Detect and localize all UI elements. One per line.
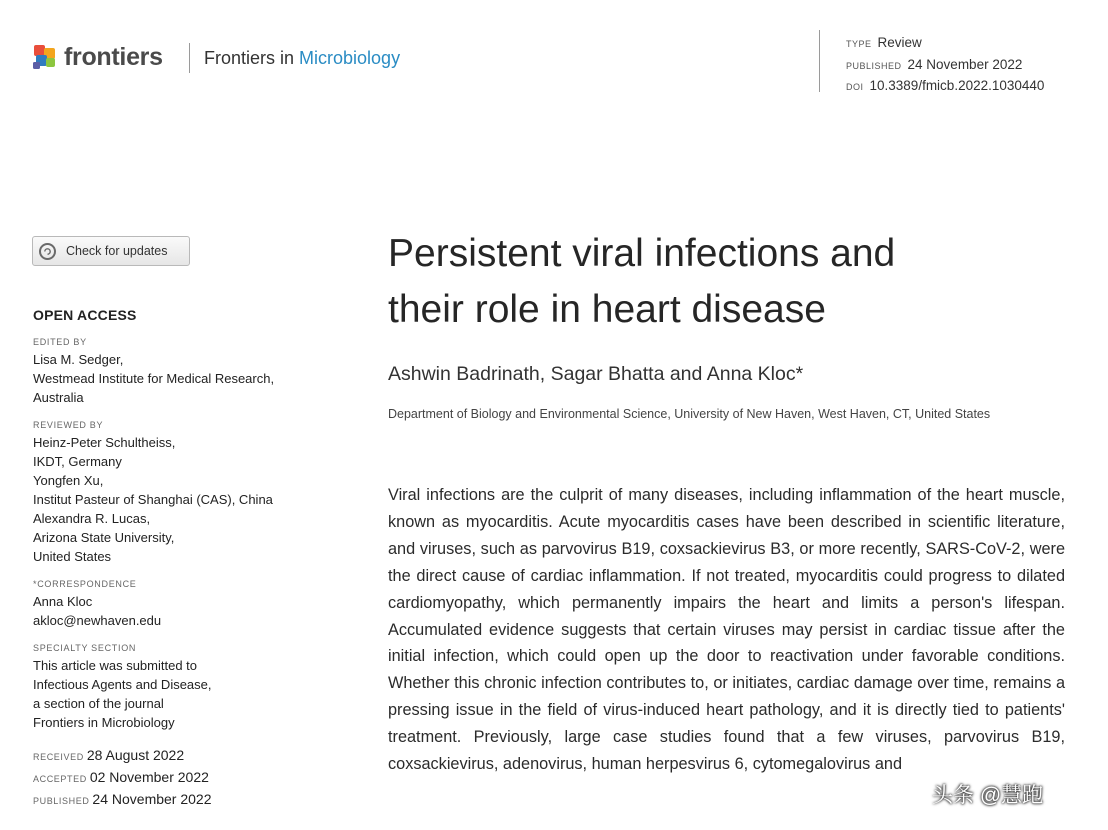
reviewed-by-section — [33, 420, 323, 566]
open-access-label: OPEN ACCESS — [33, 307, 137, 323]
accepted-value: 02 November 2022 — [89, 769, 209, 785]
title-line: their role in heart disease — [388, 288, 826, 331]
meta-doi-label: DOI — [846, 82, 864, 92]
meta-type-label: TYPE — [846, 39, 872, 49]
reviewer-line: IKDT, Germany — [33, 454, 122, 469]
reviewer-line: Arizona State University, — [33, 530, 175, 545]
specialty-section-label: SPECIALTY SECTION — [33, 643, 137, 653]
frontiers-logo[interactable] — [32, 40, 163, 74]
specialty-line: Frontiers in Microbiology — [33, 715, 175, 730]
published-value: 24 November 2022 — [92, 791, 212, 807]
watermark: 头条 @慧跑 — [932, 784, 1044, 807]
corresponding-author: Anna Kloc — [33, 594, 93, 609]
author-affiliation: Department of Biology and Environmental Science, University of New Haven, West Haven, CT, United States — [388, 407, 991, 421]
reviewer-line: United States — [33, 549, 112, 564]
reviewer-line: Heinz-Peter Schultheiss, — [33, 435, 176, 450]
correspondence-email-link[interactable]: akloc@newhaven.edu — [33, 613, 162, 628]
doi-link[interactable]: 10.3389/fmicb.2022.1030440 — [869, 78, 1045, 93]
meta-published-value: 24 November 2022 — [907, 56, 1023, 72]
meta-published-label: PUBLISHED — [846, 60, 902, 71]
article-authors: Ashwin Badrinath, Sagar Bhatta and Anna Kloc* — [388, 363, 804, 385]
check-for-updates-button[interactable] — [32, 236, 190, 266]
specialty-line: This article was submitted to — [33, 658, 198, 673]
journal-field: Microbiology — [299, 48, 401, 68]
reviewed-by-label: REVIEWED BY — [33, 420, 104, 430]
edited-by-label: EDITED BY — [33, 337, 87, 347]
article-meta — [846, 33, 1044, 98]
edited-by-section — [33, 337, 323, 407]
frontiers-logo-icon — [32, 42, 58, 72]
header-divider — [189, 43, 190, 73]
check-for-updates-label: Check for updates — [66, 244, 168, 258]
meta-divider — [819, 30, 820, 92]
received-value: 28 August 2022 — [86, 747, 185, 763]
article-sidebar — [33, 307, 323, 811]
title-line: Persistent viral infections and — [388, 232, 896, 275]
specialty-line: Infectious Agents and Disease, — [33, 677, 212, 692]
meta-doi — [846, 76, 1044, 98]
meta-published — [846, 55, 1044, 77]
specialty-line: a section of the journal — [33, 696, 164, 711]
correspondence-section — [33, 579, 323, 630]
editor-line: Westmead Institute for Medical Research, — [33, 371, 275, 386]
accepted-date — [33, 767, 323, 789]
journal-name[interactable] — [204, 48, 400, 69]
published-label: PUBLISHED — [33, 796, 90, 806]
correspondence-label: *CORRESPONDENCE — [33, 579, 137, 589]
published-date — [33, 789, 323, 811]
meta-type — [846, 33, 1044, 55]
brand-name: frontiers — [64, 42, 163, 71]
article-title — [388, 226, 895, 338]
received-label: RECEIVED — [33, 752, 84, 762]
received-date — [33, 745, 323, 767]
meta-type-value: Review — [877, 35, 922, 50]
reviewer-line: Yongfen Xu, — [33, 473, 104, 488]
journal-prefix: Frontiers in — [204, 48, 300, 68]
reviewer-line: Institut Pasteur of Shanghai (CAS), China — [33, 492, 273, 507]
abstract-text: Viral infections are the culprit of many diseases, including inflammation of the heart muscle, known as myocarditis. Acute myocarditis cases have been described in scientific literature, and viruses, such as parvovirus B19, coxsackievirus B3, or more recently, SARS-CoV-2, were the direct cause of cardiac inflammation. If not treated, myocarditis could progress to dilated cardiomyopathy, which permanently impairs the heart and limits a person's lifespan. Accumulated evidence suggests that certain viruses may persist in cardiac tissue after the initial infection, which could open up the door to reactivation under favorable conditions. Whether this chronic infection contributes to, or initiates, cardiac damage over time, remains a pressing issue in the field of virus-induced heart pathology, and it is directly tied to patients' treatment. Previously, large case studies found that a few viruses, parvovirus B19, coxsackievirus, adenovirus, human herpesvirus 6, cytomegalovirus and — [388, 486, 1065, 774]
editor-line: Australia — [33, 390, 84, 405]
specialty-section — [33, 643, 323, 732]
accepted-label: ACCEPTED — [33, 774, 87, 784]
editor-line: Lisa M. Sedger, — [33, 352, 124, 367]
reviewer-line: Alexandra R. Lucas, — [33, 511, 151, 526]
refresh-icon — [39, 243, 56, 260]
